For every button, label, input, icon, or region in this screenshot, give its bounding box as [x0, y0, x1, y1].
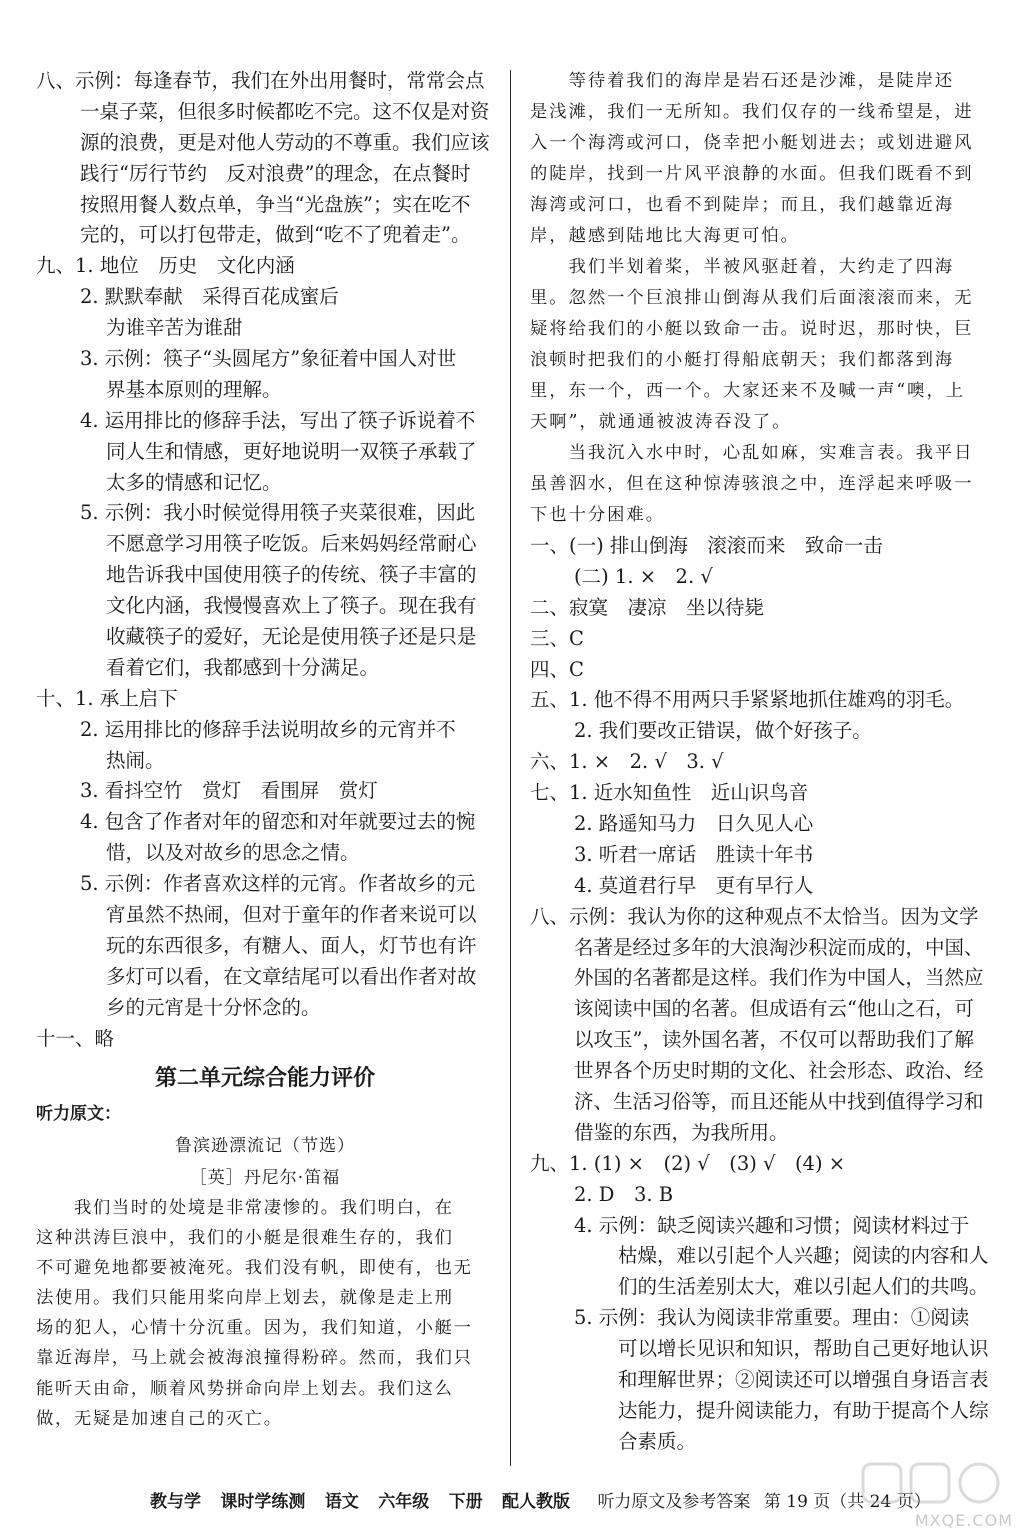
- text-line: 下也十分困难。: [530, 505, 665, 525]
- text-line: 二、寂寞 凄凉 坐以待毙: [530, 595, 765, 619]
- text-line: 界基本原则的理解。: [106, 377, 282, 401]
- text-line: 同人生和情感，更好地说明一双筷子承载了: [106, 439, 477, 463]
- text-line: 天啊”，就通通被波涛吞没了。: [530, 412, 792, 432]
- text-line: (二) 1. × 2. √: [574, 564, 713, 588]
- text-line: 八、示例：每逢春节，我们在外出用餐时，常常会点: [36, 69, 485, 92]
- text-line: 借鉴的东西，为我所用。: [574, 1120, 789, 1144]
- text-line: 的陡岸，找到一片风平浪静的水面。但我们既看不到: [530, 164, 974, 184]
- text-line: 合素质。: [618, 1429, 697, 1453]
- text-line: 宵虽然不热闹，但对于童年的作者来说可以: [106, 903, 477, 927]
- text-line: 惜，以及对故乡的思念之情。: [106, 841, 360, 865]
- text-line: 4. 运用排比的修辞手法，写出了筷子诉说着不: [80, 408, 476, 432]
- text-line: 五、1. 他不得不用两只手紧紧地抓住雄鸡的羽毛。: [530, 688, 965, 712]
- text-line: 该阅读中国的名著。但成语有云“他山之石，可: [574, 997, 974, 1021]
- text-line: 收藏筷子的爱好，无论是使用筷子还是只是: [106, 625, 477, 649]
- text-line: 4. 包含了作者对年的留恋和对年就要过去的惋: [80, 810, 476, 834]
- text-line: 3. 听君一席话 胜读十年书: [574, 842, 814, 866]
- text-line: 世界各个历史时期的文化、社会形态、政治、经: [574, 1059, 984, 1083]
- text-line: 靠近海岸，马上就会被海浪撞得粉碎。然而，我们只: [36, 1348, 473, 1369]
- text-line: 可以增长见识和知识，帮助自己更好地认识: [618, 1337, 989, 1361]
- text-line: 里，东一个，西一个。大家还来不及喊一声“噢，上: [530, 381, 966, 401]
- text-line: 十、1. 承上启下: [36, 686, 178, 710]
- text-line: 浪顿时把我们的小艇打得船底朝天；我们都落到海: [530, 350, 955, 370]
- footer-edition: 配人教版: [502, 1492, 571, 1512]
- watermark-logo: [853, 1460, 1013, 1530]
- text-line: 5. 示例：作者喜欢这样的元宵。作者故乡的元: [80, 872, 476, 896]
- footer-page-number: 第 19 页（共 24 页）: [763, 1492, 931, 1512]
- text-line: 热闹。: [106, 748, 165, 772]
- text-line: 我们当时的处境是非常凄惨的。我们明白，在: [36, 1197, 454, 1218]
- section-title: 第二单元综合能力评价: [154, 1065, 375, 1091]
- text-line: 九、1. 地位 历史 文化内涵: [36, 254, 295, 278]
- text-line: 虽善泅水，但在这种惊涛骇浪之中，连浮起来呼吸一: [530, 474, 974, 494]
- text-line: 一桌子菜，但很多时候都吃不完。这不仅是对资: [80, 99, 490, 123]
- right-answers: [530, 531, 989, 1458]
- text-line: 里。忽然一个巨浪排山倒海从我们后面滚滚而来，无: [530, 288, 974, 308]
- text-line: 5. 示例：我小时候觉得用筷子夹菜很难，因此: [80, 501, 476, 525]
- text-line: 疑将给我们的小艇以致命一击。说时迟，那时快，巨: [530, 319, 974, 339]
- text-line: 4. 莫道君行早 更有早行人: [574, 873, 814, 897]
- text-line: 一、(一) 排山倒海 滚滚而来 致命一击: [530, 534, 883, 557]
- text-line: 看着它们，我都感到十分满足。: [106, 655, 380, 679]
- passage-title: 鲁滨逊漂流记（节选）: [175, 1135, 355, 1156]
- text-line: 5. 示例：我认为阅读非常重要。理由：①阅读: [574, 1306, 970, 1330]
- text-line: 2. 默默奉献 采得百花成蜜后: [80, 285, 339, 309]
- text-line: 达能力，提升阅读能力，有助于提高个人综: [618, 1398, 989, 1422]
- text-line: 3. 看抖空竹 赏灯 看围屏 赏灯: [80, 779, 378, 803]
- text-line: 是浅滩，我们一无所知。我们仅存的一线希望是，进: [530, 102, 974, 122]
- text-line: 3. 示例：筷子“头圆尾方”象征着中国人对世: [80, 347, 457, 371]
- text-line: 和理解世界；②阅读还可以增强自身语言表: [618, 1368, 989, 1392]
- watermark-text: MXQE.COM: [914, 1511, 1013, 1530]
- text-line: 2. 运用排比的修辞手法说明故乡的元宵并不: [80, 717, 456, 741]
- text-line: 2. D 3. B: [574, 1182, 674, 1206]
- text-line: 入一个海湾或河口，侥幸把小艇划进去；或划进避风: [530, 133, 974, 153]
- text-line: 我们半划着桨，半被风驱赶着，大约走了四海: [530, 257, 955, 277]
- text-line: 六、1. × 2. √ 3. √: [530, 750, 724, 774]
- listening-label: 听力原文：: [36, 1103, 121, 1124]
- text-line: 做，无疑是加速自己的灭亡。: [36, 1408, 283, 1429]
- text-line: 完的，可以打包带走，做到“吃不了兜着走”。: [80, 223, 471, 247]
- text-line: 四、C: [530, 657, 584, 681]
- text-line: 七、1. 近水知鱼性 近山识鸟音: [530, 781, 809, 805]
- text-line: 名著是经过多年的大浪淘沙积淀而成的，中国、: [574, 935, 984, 959]
- text-line: 场的犯人，心情十分沉重。因为，我们知道，小艇一: [36, 1318, 473, 1339]
- text-line: 三、C: [530, 626, 584, 650]
- right-column: [530, 66, 989, 1458]
- text-line: 当我沉入水中时，心乱如麻，实难言表。我平日: [530, 443, 974, 463]
- text-line: 2. 路遥知马力 日久见人心: [574, 812, 814, 836]
- text-line: 法使用。我们只能用桨向岸上划去，就像是走上刑: [36, 1288, 454, 1309]
- text-line: 源的浪费，更是对他人劳动的不尊重。我们应该: [80, 130, 490, 154]
- footer-subject: 语文: [324, 1492, 359, 1512]
- footer-note: 听力原文及参考答案: [597, 1492, 751, 1512]
- text-line: 这种洪涛巨浪中，我们的小艇是很难生存的，我们: [36, 1227, 454, 1248]
- footer-series: 课时学练测: [220, 1492, 306, 1512]
- text-line: 不愿意学习用筷子吃饭。后来妈妈经常耐心: [106, 532, 477, 556]
- text-line: 文化内涵，我慢慢喜欢上了筷子。现在我有: [106, 594, 477, 618]
- text-line: 外国的名著都是这样。我们作为中国人，当然应: [574, 966, 984, 990]
- text-line: 践行“厉行节约 反对浪费”的理念，在点餐时: [80, 161, 471, 185]
- text-line: 能听天由命，顺着风势拼命向岸上划去。我们这么: [36, 1378, 454, 1399]
- text-line: 乡的元宵是十分怀念的。: [106, 995, 321, 1019]
- text-line: 为谁辛苦为谁甜: [106, 316, 243, 340]
- passage-author: ［英］丹尼尔·笛福: [189, 1167, 341, 1188]
- text-line: 2. 我们要改正错误，做个好孩子。: [574, 719, 872, 743]
- text-line: 地告诉我中国使用筷子的传统、筷子丰富的: [106, 563, 477, 587]
- text-line: 不可避免地都要被淹死。我们没有帆，即使有，也无: [36, 1257, 473, 1278]
- text-line: 岸，越感到陆地比大海更可怕。: [530, 226, 800, 246]
- text-line: 玩的东西很多，有糖人、面人，灯节也有许: [106, 933, 477, 957]
- passage-text: [36, 1193, 494, 1435]
- left-column: [36, 66, 494, 1434]
- passage-continued: [530, 66, 980, 531]
- text-line: 们的生活差别太大，难以引起人们的共鸣。: [618, 1275, 989, 1299]
- text-line: 海湾或河口，也看不到陡岸；而且，我们越靠近海: [530, 195, 955, 215]
- page-footer: [150, 1487, 931, 1512]
- text-line: 八、示例：我认为你的这种观点不太恰当。因为文学: [530, 904, 979, 928]
- text-line: 4. 示例：缺乏阅读兴趣和习惯；阅读材料过于: [574, 1213, 970, 1237]
- text-line: 十一、略: [36, 1026, 115, 1050]
- text-line: 济、生活习俗等，而且还能从中找到值得学习和: [574, 1090, 984, 1114]
- text-line: 九、1. (1) × (2) √ (3) √ (4) ×: [530, 1151, 846, 1175]
- text-line: 以攻玉”，读外国名著，不仅可以帮助我们了解: [574, 1028, 974, 1052]
- text-line: 多灯可以看，在文章结尾可以看出作者对故: [106, 964, 477, 988]
- text-line: 按照用餐人数点单，争当“光盘族”；实在吃不: [80, 192, 471, 216]
- left-answers: [36, 66, 494, 1055]
- text-line: 等待着我们的海岸是岩石还是沙滩，是陡岸还: [530, 71, 955, 91]
- footer-brand: 教与学: [150, 1492, 201, 1512]
- footer-volume: 下册: [448, 1492, 483, 1512]
- watermark-stamp-icon: [853, 1460, 1013, 1510]
- text-line: 枯燥，难以引起个人兴趣；阅读的内容和人: [618, 1244, 989, 1268]
- text-line: 太多的情感和记忆。: [106, 470, 282, 494]
- column-divider: [510, 70, 511, 1466]
- footer-grade: 六年级: [378, 1492, 430, 1512]
